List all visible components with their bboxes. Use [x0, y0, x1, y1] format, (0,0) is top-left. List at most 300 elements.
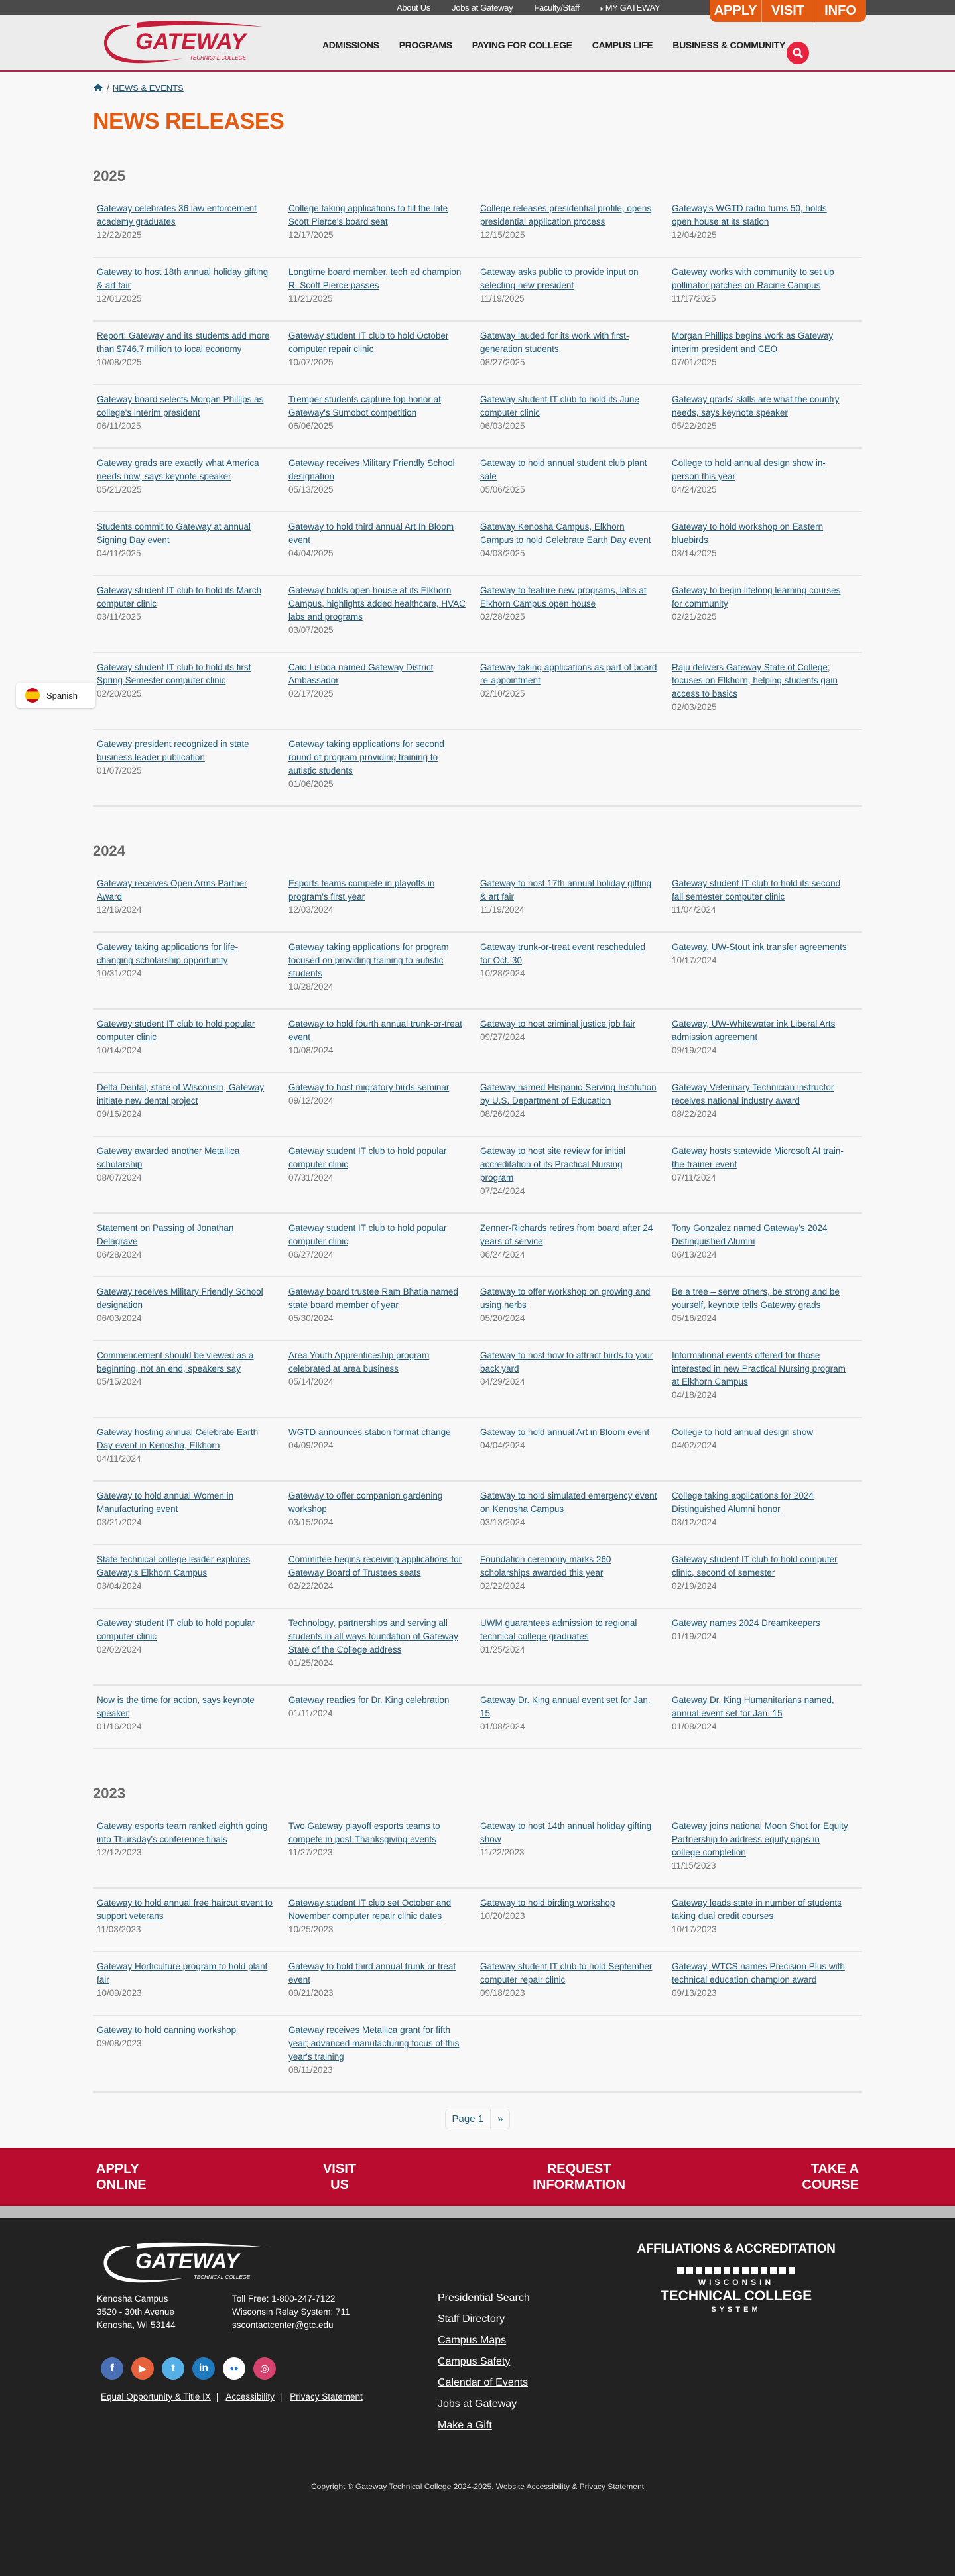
news-row — [93, 1277, 862, 1341]
news-title-link[interactable]: Gateway works with community to set up pollinator patches on Racine Campus — [672, 267, 834, 290]
news-title-link[interactable]: Gateway student IT club set October and November computer repair clinic dates — [288, 1898, 452, 1921]
news-date: 01/07/2025 — [97, 766, 142, 776]
news-title-link[interactable]: Gateway Dr. King Humanitarians named, annual event set for Jan. 15 — [672, 1695, 834, 1718]
news-date: 02/19/2024 — [672, 1581, 717, 1591]
news-date: 09/18/2023 — [480, 1988, 525, 1998]
news-title-link[interactable]: Gateway, UW-Whitewater ink Liberal Arts admission agreement — [672, 1019, 836, 1042]
news-date: 08/07/2024 — [97, 1173, 142, 1183]
take-a-course-button[interactable]: TAKE A COURSE — [802, 2162, 859, 2192]
news-title-link[interactable]: Informational events offered for those interested in new Practical Nursing program at Elkhorn Campus — [672, 1350, 846, 1387]
twitter-icon[interactable]: t — [162, 2357, 184, 2380]
news-title-link[interactable]: Gateway to hold birding workshop — [480, 1898, 615, 1908]
news-title-link[interactable]: Longtime board member, tech ed champion R. Scott Pierce passes — [288, 267, 462, 290]
svg-text:TECHNICAL COLLEGE: TECHNICAL COLLEGE — [190, 55, 247, 61]
news-date: 04/09/2024 — [288, 1440, 334, 1450]
news-title-link[interactable]: Gateway taking applications for second round of program providing training to autistic students — [288, 739, 444, 776]
contact-email-link[interactable]: sscontactcenter@gtc.edu — [232, 2320, 334, 2330]
news-title-link[interactable]: Gateway grads' skills are what the country needs, says keynote speaker — [672, 394, 840, 418]
news-title-link[interactable]: Gateway to offer workshop on growing and using herbs — [480, 1287, 651, 1310]
news-date: 08/27/2025 — [480, 357, 525, 367]
news-item — [480, 1553, 667, 1593]
news-title-link[interactable]: Area Youth Apprenticeship program celebrated at area business — [288, 1350, 430, 1374]
news-title-link[interactable]: College to hold annual design show in-person this year — [672, 458, 826, 481]
news-date: 01/08/2024 — [480, 1722, 525, 1731]
home-icon[interactable] — [93, 83, 103, 92]
news-date: 05/15/2024 — [97, 1377, 142, 1387]
news-item — [480, 1490, 667, 1529]
news-item — [672, 1285, 858, 1325]
news-item — [672, 1222, 858, 1261]
news-item — [480, 661, 667, 714]
news-item — [672, 1820, 858, 1873]
news-item — [480, 1820, 667, 1873]
news-item — [288, 1694, 475, 1733]
accessibility-link[interactable]: Accessibility — [225, 2392, 275, 2402]
affiliations-title: AFFILIATIONS & ACCREDITATION — [637, 2242, 836, 2256]
page-title: NEWS RELEASES — [93, 109, 285, 134]
news-row — [93, 1812, 862, 1889]
news-date: 12/04/2025 — [672, 230, 717, 240]
news-date: 02/21/2025 — [672, 612, 717, 622]
news-title-link[interactable]: Gateway trunk-or-treat event rescheduled for Oct. 30 — [480, 942, 646, 965]
news-title-link[interactable]: Gateway asks public to provide input on selecting new president — [480, 267, 639, 290]
news-item — [672, 329, 858, 369]
news-item — [480, 1285, 667, 1325]
news-date: 04/29/2024 — [480, 1377, 525, 1387]
news-title-link[interactable]: Gateway student IT club to hold October computer repair clinic — [288, 331, 449, 354]
wtcs-arc-icon — [630, 2267, 842, 2274]
news-row — [93, 1609, 862, 1686]
gateway-logo[interactable] — [97, 20, 264, 66]
news-title-link[interactable]: Now is the time for action, says keynote speaker — [97, 1695, 255, 1718]
footer-link-presidential-search[interactable]: Presidential Search — [438, 2292, 530, 2304]
news-title-link[interactable]: Gateway receives Military Friendly School designation — [288, 458, 455, 481]
facebook-icon[interactable]: f — [101, 2357, 123, 2380]
news-title-link[interactable]: Gateway student IT club to hold its June computer clinic — [480, 394, 639, 418]
news-item — [97, 1960, 283, 2000]
year-heading: 2025 — [93, 168, 125, 184]
news-date: 12/12/2023 — [97, 1847, 142, 1857]
news-row — [93, 322, 862, 385]
news-date: 09/16/2024 — [97, 1109, 142, 1119]
news-title-link[interactable]: Gateway president recognized in state business leader publication — [97, 739, 249, 762]
news-item — [97, 393, 283, 433]
site-footer — [0, 2218, 955, 2576]
news-title-link[interactable]: Gateway to host criminal justice job fair — [480, 1019, 636, 1029]
news-title-link[interactable]: Gateway, UW-Stout ink transfer agreements — [672, 942, 847, 952]
news-title-link[interactable]: Gateway board trustee Ram Bhatia named state board member of year — [288, 1287, 458, 1310]
news-date: 01/11/2024 — [288, 1708, 333, 1718]
news-item — [672, 661, 858, 714]
news-title-link[interactable]: College taking applications for 2024 Distinguished Alumni honor — [672, 1491, 814, 1514]
news-item — [672, 1617, 858, 1670]
news-item — [97, 2024, 283, 2077]
news-date: 04/24/2025 — [672, 485, 717, 495]
nav-campus-life[interactable]: CAMPUS LIFE — [592, 40, 653, 50]
news-item — [672, 584, 858, 637]
news-item — [480, 520, 667, 560]
news-title-link[interactable]: Gateway to host how to attract birds to your back yard — [480, 1350, 653, 1374]
news-title-link[interactable]: Gateway leads state in number of students taking dual credit courses — [672, 1898, 842, 1921]
news-title-link[interactable]: Gateway to hold simulated emergency event on Kenosha Campus — [480, 1491, 657, 1514]
news-title-link[interactable]: Gateway to host 14th annual holiday gifting show — [480, 1821, 652, 1844]
news-item — [288, 393, 475, 433]
svg-text:GATEWAY: GATEWAY — [135, 29, 246, 54]
news-title-link[interactable]: Gateway awarded another Metallica scholarship — [97, 1146, 240, 1169]
news-title-link[interactable]: Gateway Dr. King annual event set for Jan. 15 — [480, 1695, 651, 1718]
nav-paying-for-college[interactable]: PAYING FOR COLLEGE — [472, 40, 572, 50]
news-date: 04/11/2024 — [97, 1454, 141, 1464]
news-date: 02/02/2024 — [97, 1645, 142, 1655]
news-item — [672, 1490, 858, 1529]
news-item — [672, 1145, 858, 1198]
news-item — [480, 1145, 667, 1198]
news-title-link[interactable]: Be a tree – serve others, be strong and be yourself, keynote tells Gateway grads — [672, 1287, 840, 1310]
news-title-link[interactable]: Committee begins receiving applications for Gateway Board of Trustees seats — [288, 1554, 462, 1578]
news-date: 11/03/2023 — [97, 1924, 141, 1934]
page-current[interactable]: Page 1 — [452, 2113, 484, 2125]
news-item — [288, 877, 475, 917]
request-information-button[interactable]: REQUEST INFORMATION — [533, 2162, 625, 2192]
news-item — [480, 1081, 667, 1121]
news-item — [97, 1694, 283, 1733]
news-date: 05/30/2024 — [288, 1313, 334, 1323]
news-date: 01/16/2024 — [97, 1722, 142, 1731]
news-title-link[interactable]: Gateway to feature new programs, labs at Elkhorn Campus open house — [480, 585, 647, 609]
news-item — [288, 1490, 475, 1529]
news-date: 02/10/2025 — [480, 689, 525, 699]
news-title-link[interactable]: Esports teams compete in playoffs in program's first year — [288, 878, 435, 902]
news-title-link[interactable]: Gateway to host site review for initial accreditation of its Practical Nursing program — [480, 1146, 626, 1183]
news-date: 09/19/2024 — [672, 1045, 717, 1055]
nav-business-community[interactable]: BUSINESS & COMMUNITY — [672, 40, 786, 50]
privacy-statement-link[interactable]: Privacy Statement — [290, 2392, 363, 2402]
nav-admissions[interactable]: ADMISSIONS — [322, 40, 379, 50]
youtube-icon[interactable]: ▶ — [131, 2357, 154, 2380]
news-title-link[interactable]: Gateway hosting annual Celebrate Earth Day event in Kenosha, Elkhorn — [97, 1427, 259, 1450]
news-date: 11/22/2023 — [480, 1847, 525, 1857]
footer-link-jobs[interactable]: Jobs at Gateway — [438, 2398, 517, 2410]
news-title-link[interactable]: Gateway taking applications for program focused on providing training to autistic students — [288, 942, 449, 978]
news-title-link[interactable]: Foundation ceremony marks 260 scholarships awarded this year — [480, 1554, 611, 1578]
news-row — [93, 194, 862, 258]
news-title-link[interactable]: Caio Lisboa named Gateway District Ambassador — [288, 662, 434, 685]
news-title-link[interactable]: Gateway grads are exactly what America needs now, says keynote speaker — [97, 458, 259, 481]
news-item — [288, 1018, 475, 1057]
news-date: 06/13/2024 — [672, 1250, 717, 1259]
news-row — [93, 1889, 862, 1952]
relay-system: Wisconsin Relay System: 711 — [232, 2307, 350, 2317]
news-title-link[interactable]: Gateway Veterinary Technician instructor receives national industry award — [672, 1083, 834, 1106]
news-title-link[interactable]: Gateway student IT club to hold popular computer clinic — [288, 1146, 447, 1169]
news-item — [97, 738, 283, 791]
news-title-link[interactable]: Gateway student IT club to hold popular computer clinic — [97, 1019, 255, 1042]
news-title-link[interactable]: Gateway's WGTD radio turns 50, holds open house at its station — [672, 204, 827, 227]
news-item — [288, 1145, 475, 1198]
news-title-link[interactable]: Gateway holds open house at its Elkhorn Campus, highlights added healthcare, HVAC labs and programs — [288, 585, 466, 622]
news-item — [288, 941, 475, 994]
news-item — [288, 520, 475, 560]
news-item — [288, 1285, 475, 1325]
news-date: 10/14/2024 — [97, 1045, 142, 1055]
news-title-link[interactable]: Gateway receives Metallica grant for fifth year; advanced manufacturing focus of this year's training — [288, 2025, 460, 2062]
news-item — [97, 941, 283, 994]
news-item — [480, 393, 667, 433]
news-date: 06/06/2025 — [288, 421, 334, 431]
news-title-link[interactable]: College releases presidential profile, opens presidential application process — [480, 204, 652, 227]
news-item — [97, 1553, 283, 1593]
news-item — [97, 266, 283, 306]
breadcrumb — [93, 82, 862, 93]
news-item — [480, 1694, 667, 1733]
news-item — [480, 1617, 667, 1670]
news-title-link[interactable]: Tony Gonzalez named Gateway's 2024 Distinguished Alumni — [672, 1223, 828, 1246]
news-item — [97, 1222, 283, 1261]
news-title-link[interactable]: Gateway to host 18th annual holiday gifting & art fair — [97, 267, 269, 290]
apply-button[interactable]: APPLY — [714, 3, 757, 18]
news-title-link[interactable]: Gateway student IT club to hold popular computer clinic — [97, 1618, 255, 1641]
news-item — [672, 1426, 858, 1466]
news-item — [480, 457, 667, 497]
news-title-link[interactable]: Gateway taking applications as part of board re-appointment — [480, 662, 657, 685]
news-date: 10/20/2023 — [480, 1911, 525, 1921]
social-links — [101, 2357, 276, 2380]
news-title-link[interactable]: Gateway to hold annual free haircut event to support veterans — [97, 1898, 273, 1921]
news-date: 10/28/2024 — [288, 982, 334, 992]
news-item — [288, 2024, 475, 2077]
news-row — [93, 1214, 862, 1277]
news-date: 11/17/2025 — [672, 294, 716, 304]
news-item — [97, 1617, 283, 1670]
news-date: 08/22/2024 — [672, 1109, 717, 1119]
page-next-button[interactable]: » — [490, 2109, 509, 2129]
flickr-icon[interactable]: ●● — [223, 2357, 245, 2380]
news-date: 06/11/2025 — [97, 421, 141, 431]
news-date: 10/25/2023 — [288, 1924, 334, 1934]
equal-opportunity-link[interactable]: Equal Opportunity & Title IX — [101, 2392, 211, 2402]
news-date: 04/03/2025 — [480, 548, 525, 558]
news-title-link[interactable]: College taking applications to fill the late Scott Pierce's board seat — [288, 204, 448, 227]
toll-free-phone: Toll Free: 1-800-247-7122 — [232, 2294, 336, 2304]
news-title-link[interactable]: Technology, partnerships and serving all students in all ways foundation of Gateway State of the College address — [288, 1618, 458, 1655]
main-content — [93, 72, 862, 2129]
linkedin-icon[interactable]: in — [192, 2357, 215, 2380]
instagram-icon[interactable]: ◎ — [253, 2357, 276, 2380]
news-title-link[interactable]: Tremper students capture top honor at Gateway's Sumobot competition — [288, 394, 441, 418]
news-item — [97, 520, 283, 560]
news-date: 11/21/2025 — [288, 294, 333, 304]
news-item — [288, 584, 475, 637]
news-title-link[interactable]: Gateway to hold annual Women in Manufacturing event — [97, 1491, 234, 1514]
info-button[interactable]: INFO — [814, 0, 866, 22]
wtcs-logo[interactable]: WISCONSIN TECHNICAL COLLEGE SYSTEM — [630, 2267, 842, 2313]
news-row — [93, 933, 862, 1010]
news-date: 06/24/2024 — [480, 1250, 525, 1259]
news-title-link[interactable]: Gateway to begin lifelong learning courses for community — [672, 585, 841, 609]
news-title-link[interactable]: Gateway to hold canning workshop — [97, 2025, 237, 2035]
news-item — [288, 1960, 475, 2000]
visit-button[interactable]: VISIT — [761, 0, 814, 22]
news-title-link[interactable]: Gateway readies for Dr. King celebration — [288, 1695, 450, 1705]
news-row — [93, 2016, 862, 2093]
news-date: 03/11/2025 — [97, 612, 141, 622]
news-row — [93, 512, 862, 576]
news-title-link[interactable]: Gateway student IT club to hold computer clinic, second of semester — [672, 1554, 838, 1578]
footer-link-campus-maps[interactable]: Campus Maps — [438, 2335, 507, 2346]
news-date: 10/08/2025 — [97, 357, 142, 367]
news-title-link[interactable]: Gateway board selects Morgan Phillips as college's interim president — [97, 394, 264, 418]
news-date: 07/24/2024 — [480, 1186, 525, 1196]
news-title-link[interactable]: Gateway to hold fourth annual trunk-or-treat event — [288, 1019, 462, 1042]
about-us-link[interactable]: About Us — [397, 2, 431, 13]
news-row — [93, 1341, 862, 1418]
news-title-link[interactable]: Gateway lauded for its work with first-generation students — [480, 331, 629, 354]
news-title-link[interactable]: WGTD announces station format change — [288, 1427, 451, 1437]
news-title-link[interactable]: UWM guarantees admission to regional technical college graduates — [480, 1618, 637, 1641]
news-title-link[interactable]: Gateway hosts statewide Microsoft AI train-the-trainer event — [672, 1146, 844, 1169]
news-title-link[interactable]: Statement on Passing of Jonathan Delagrave — [97, 1223, 234, 1246]
legal-links: Equal Opportunity & Title IX | Accessibility | Privacy Statement — [101, 2392, 363, 2402]
news-title-link[interactable]: Gateway to hold third annual Art In Bloom event — [288, 522, 454, 545]
news-title-link[interactable]: Morgan Phillips begins work as Gateway interim president and CEO — [672, 331, 834, 354]
news-item — [288, 1426, 475, 1466]
news-item — [672, 877, 858, 917]
footer-links — [438, 2292, 530, 2431]
news-row — [93, 258, 862, 322]
news-title-link[interactable]: Gateway celebrates 36 law enforcement academy graduates — [97, 204, 257, 227]
news-title-link[interactable]: Gateway to hold third annual trunk or treat event — [288, 1961, 456, 1985]
news-title-link[interactable]: Gateway Horticulture program to hold plant fair — [97, 1961, 268, 1985]
cta-band — [0, 2148, 955, 2206]
news-date: 05/20/2024 — [480, 1313, 525, 1323]
news-title-link[interactable]: Gateway receives Military Friendly School designation — [97, 1287, 263, 1310]
news-date: 05/16/2024 — [672, 1313, 717, 1323]
news-item — [672, 266, 858, 306]
news-title-link[interactable]: Gateway Kenosha Campus, Elkhorn Campus to hold Celebrate Earth Day event — [480, 522, 651, 545]
search-button[interactable] — [787, 42, 809, 64]
breadcrumb-news-events[interactable]: NEWS & EVENTS — [112, 82, 184, 93]
news-item — [288, 1553, 475, 1593]
news-title-link[interactable]: Raju delivers Gateway State of College; focuses on Elkhorn, helping students gain access to basics — [672, 662, 838, 699]
news-date: 11/19/2025 — [480, 294, 525, 304]
news-item — [480, 202, 667, 242]
news-title-link[interactable]: Delta Dental, state of Wisconsin, Gateway initiate new dental project — [97, 1083, 265, 1106]
utility-bar — [0, 0, 955, 18]
news-title-link[interactable]: Gateway to host 17th annual holiday gifting & art fair — [480, 878, 652, 902]
news-title-link[interactable]: Gateway to offer companion gardening workshop — [288, 1491, 443, 1514]
news-item — [480, 266, 667, 306]
news-title-link[interactable]: Gateway receives Open Arms Partner Award — [97, 878, 247, 902]
my-gateway-link[interactable]: ▸ MY GATEWAY — [601, 3, 661, 13]
news-item — [672, 1081, 858, 1121]
news-title-link[interactable]: State technical college leader explores Gateway's Elkhorn Campus — [97, 1554, 251, 1578]
apply-online-button[interactable]: APPLY ONLINE — [96, 2162, 147, 2192]
news-item — [480, 1018, 667, 1057]
footer-link-campus-safety[interactable]: Campus Safety — [438, 2356, 511, 2367]
pagination — [93, 2109, 862, 2129]
news-item — [672, 1018, 858, 1057]
news-item — [672, 1694, 858, 1733]
news-item — [480, 1960, 667, 2000]
news-date: 07/01/2025 — [672, 357, 717, 367]
news-item — [288, 661, 475, 714]
news-date: 12/03/2024 — [288, 905, 334, 915]
news-archive — [93, 168, 862, 2093]
news-title-link[interactable]: Gateway student IT club to hold popular computer clinic — [288, 1223, 447, 1246]
news-row — [93, 1952, 862, 2016]
news-item — [288, 1349, 475, 1402]
news-title-link[interactable]: Gateway taking applications for life-changing scholarship opportunity — [97, 942, 239, 965]
news-date: 07/31/2024 — [288, 1173, 334, 1183]
news-title-link[interactable]: College to hold annual design show — [672, 1427, 814, 1437]
news-title-link[interactable]: Commencement should be viewed as a beginning, not an end, speakers say — [97, 1350, 254, 1374]
news-item — [288, 329, 475, 369]
news-date: 01/25/2024 — [480, 1645, 525, 1655]
news-row — [93, 653, 862, 730]
news-title-link[interactable]: Gateway student IT club to hold its second fall semester computer clinic — [672, 878, 841, 902]
news-title-link[interactable]: Gateway, WTCS names Precision Plus with technical education champion award — [672, 1961, 845, 1985]
news-date: 02/22/2024 — [288, 1581, 334, 1591]
news-title-link[interactable]: Gateway student IT club to hold its March computer clinic — [97, 585, 262, 609]
news-title-link[interactable]: Report: Gateway and its students add more than $746.7 million to local economy — [97, 331, 270, 354]
faculty-staff-link[interactable]: Faculty/Staff — [534, 2, 580, 13]
news-date: 04/18/2024 — [672, 1390, 717, 1400]
news-item — [97, 1145, 283, 1198]
website-accessibility-link[interactable]: Website Accessibility & Privacy Statement — [495, 2482, 644, 2491]
news-item — [672, 1349, 858, 1402]
news-title-link[interactable]: Students commit to Gateway at annual Signing Day event — [97, 522, 251, 545]
news-title-link[interactable]: Gateway to hold annual Art in Bloom event — [480, 1427, 650, 1437]
breadcrumb-sep: / — [107, 82, 109, 93]
footer-link-calendar[interactable]: Calendar of Events — [438, 2377, 529, 2388]
language-toggle[interactable] — [16, 683, 96, 708]
news-title-link[interactable]: Gateway student IT club to hold its first Spring Semester computer clinic — [97, 662, 251, 685]
footer-link-make-gift[interactable]: Make a Gift — [438, 2420, 492, 2431]
news-title-link[interactable]: Gateway names 2024 Dreamkeepers — [672, 1618, 820, 1628]
news-item — [672, 393, 858, 433]
news-title-link[interactable]: Gateway student IT club to hold September computer repair clinic — [480, 1961, 653, 1985]
jobs-link[interactable]: Jobs at Gateway — [452, 2, 513, 13]
news-item — [97, 457, 283, 497]
news-date: 02/17/2025 — [288, 689, 334, 699]
news-date: 07/11/2024 — [672, 1173, 716, 1183]
news-row — [93, 1073, 862, 1137]
news-title-link[interactable]: Gateway joins national Moon Shot for Equity Partnership to address equity gaps in college completion — [672, 1821, 848, 1857]
news-title-link[interactable]: Gateway esports team ranked eighth going into Thursday's conference finals — [97, 1821, 268, 1844]
gateway-footer-logo[interactable] — [97, 2242, 271, 2284]
news-title-link[interactable]: Gateway to hold workshop on Eastern bluebirds — [672, 522, 824, 545]
news-date: 10/17/2024 — [672, 955, 717, 965]
news-date: 12/16/2024 — [97, 905, 142, 915]
news-title-link[interactable]: Zenner-Richards retires from board after 24 years of service — [480, 1223, 653, 1246]
copyright: Copyright © Gateway Technical College 2024-2025. Website Accessibility & Privacy Statement — [311, 2482, 644, 2491]
footer-divider — [0, 2206, 955, 2218]
news-date: 12/17/2025 — [288, 230, 334, 240]
news-item — [97, 1018, 283, 1057]
news-row — [93, 449, 862, 512]
nav-programs[interactable]: PROGRAMS — [399, 40, 452, 50]
news-title-link[interactable]: Gateway to host migratory birds seminar — [288, 1083, 450, 1092]
news-item — [288, 202, 475, 242]
news-title-link[interactable]: Gateway named Hispanic-Serving Institution by U.S. Department of Education — [480, 1083, 657, 1106]
news-date: 11/04/2024 — [672, 905, 716, 915]
footer-link-staff-directory[interactable]: Staff Directory — [438, 2313, 505, 2325]
news-row — [93, 1545, 862, 1609]
news-title-link[interactable]: Two Gateway playoff esports teams to compete in post-Thanksgiving events — [288, 1821, 440, 1844]
visit-us-button[interactable]: VISIT US — [322, 2162, 356, 2192]
news-date: 09/08/2023 — [97, 2038, 142, 2048]
news-title-link[interactable]: Gateway to hold annual student club plant sale — [480, 458, 647, 481]
